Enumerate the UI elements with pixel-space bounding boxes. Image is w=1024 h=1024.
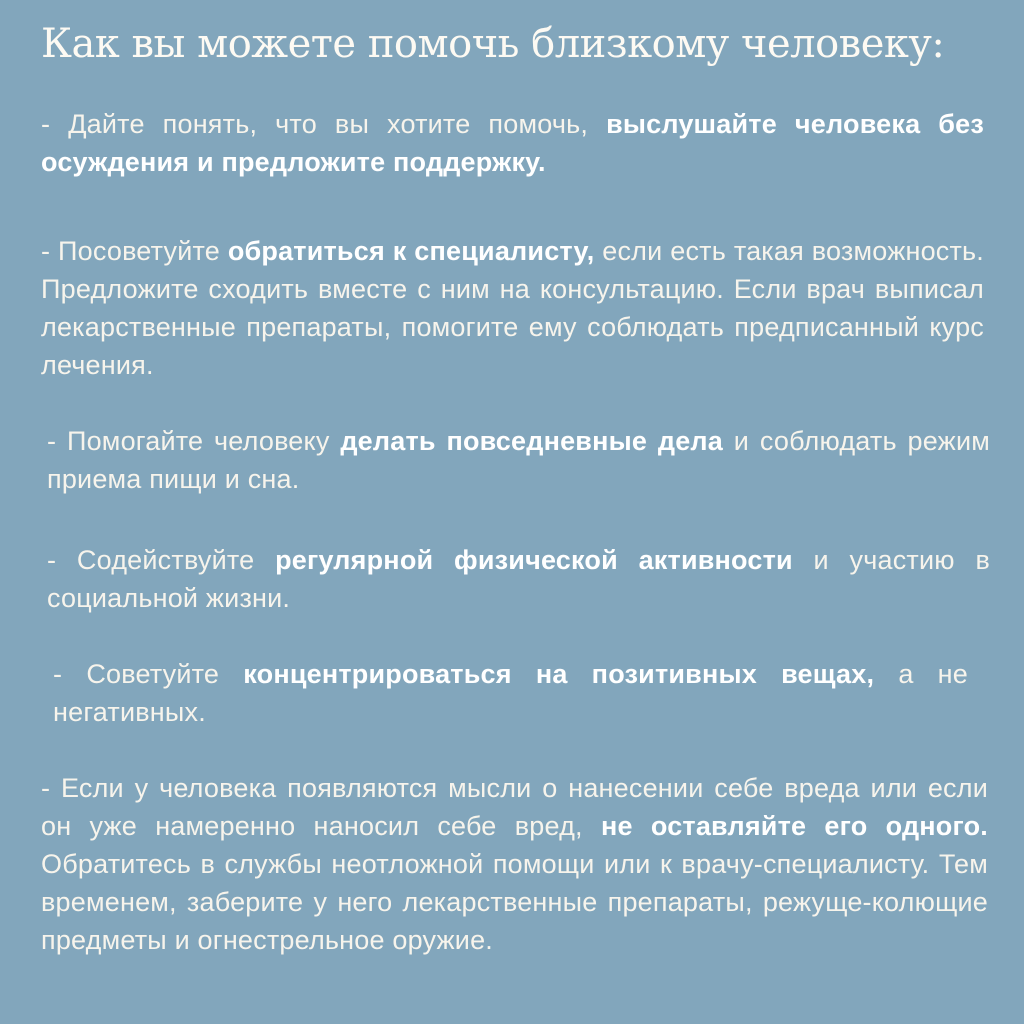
tip-text: - Помогайте человеку — [47, 426, 341, 456]
tip-emphasis: выслушайте человека без осуждения и предложите поддержку. — [41, 109, 985, 177]
tip-text: если есть такая возможность. Предложите сходить вместе с ним на консультацию. Если врач выписал лекарственные препараты, помогите ему соблюдать предписанный курс лечения. — [41, 236, 985, 380]
tip-text: - Если у человека появляются мысли о нанесении себе вреда или если он уже намеренно наносил себе вред, — [41, 773, 988, 841]
tip-text: а не негативных. — [53, 659, 968, 727]
tip-text: - Дайте понять, что вы хотите помочь, — [41, 109, 607, 139]
tip-emphasis: обратиться к специалисту, — [227, 236, 595, 266]
tip-text: - Содействуйте — [47, 545, 276, 575]
tip-text: и соблюдать режим приема пищи и сна. — [47, 426, 990, 494]
tip-positive-focus — [53, 655, 968, 731]
tip-emphasis: делать повседневные дела — [340, 426, 723, 456]
tip-text: - Посоветуйте — [41, 236, 228, 266]
page-title: Как вы можете помочь близкому человеку: — [41, 21, 945, 67]
tip-physical-activity — [47, 541, 990, 617]
tip-emphasis: не оставляйте его одного. — [600, 811, 988, 841]
tip-text: и участию в социальной жизни. — [47, 545, 990, 613]
tip-self-harm — [41, 769, 988, 959]
tip-specialist — [41, 232, 984, 384]
tip-listen — [41, 105, 984, 181]
tip-emphasis: регулярной физической активности — [275, 545, 793, 575]
tip-text: Обратитесь в службы неотложной помощи или к врачу-специалисту. Тем временем, заберите у него лекарственные препараты, режуще-колющие предметы и огнестрельное оружие. — [41, 849, 988, 955]
tip-emphasis: концентрироваться на позитивных вещах, — [243, 659, 875, 689]
tip-daily-routine — [47, 422, 990, 498]
tip-text: - Советуйте — [53, 659, 244, 689]
